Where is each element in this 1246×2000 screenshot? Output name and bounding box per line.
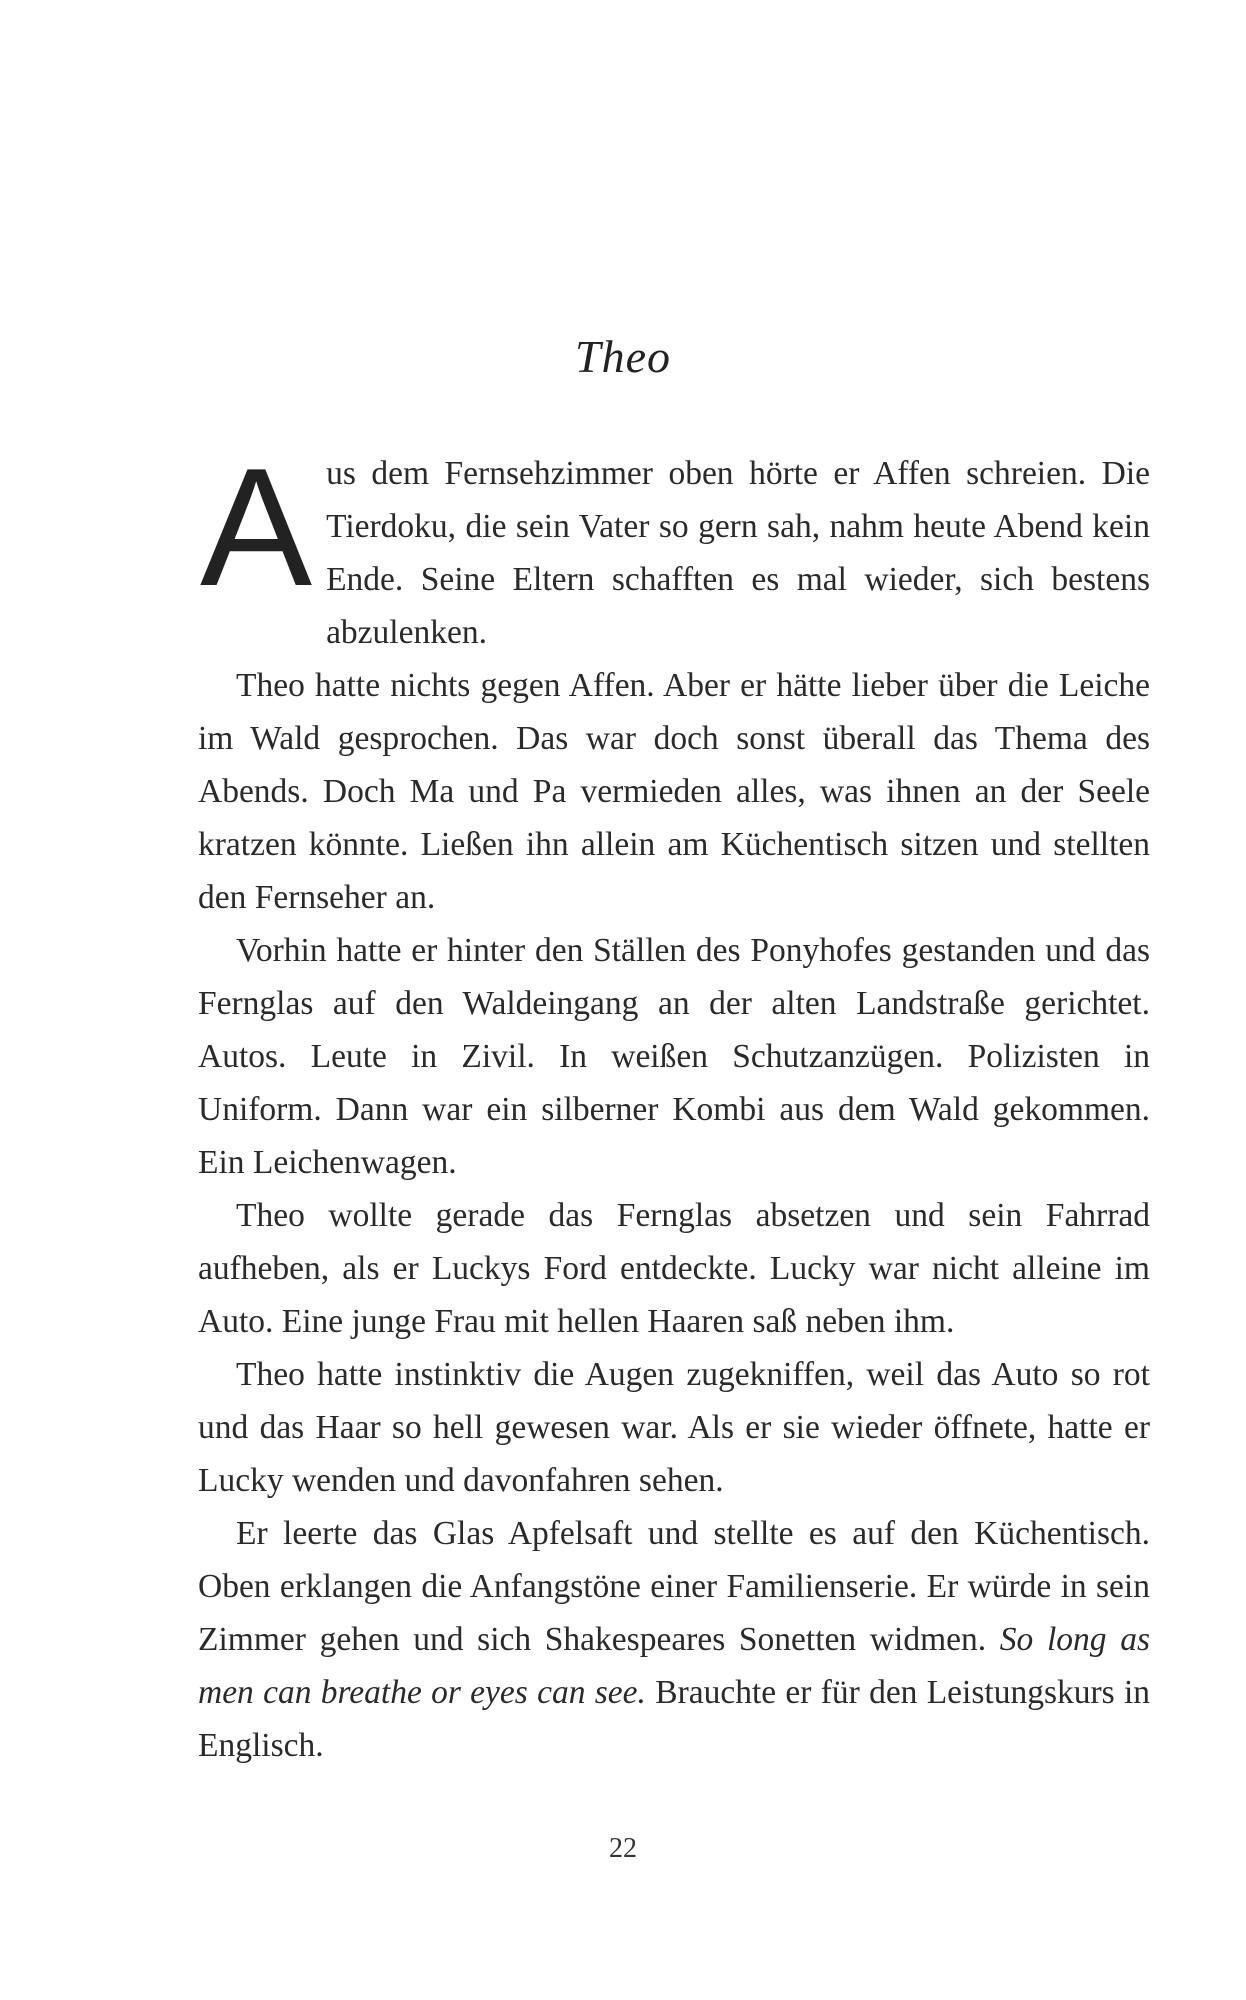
body-text (198, 433, 1151, 1772)
drop-cap: A (200, 433, 313, 621)
paragraph-1 (198, 433, 1150, 659)
chapter-title: Theo (575, 331, 671, 382)
shakespeare-quote: So long as men can breathe or eyes can see. (198, 1621, 1150, 1711)
paragraph-6 (198, 1507, 1150, 1772)
paragraph-2: Theo hatte nichts gegen Affen. Aber er hätte lieber über die Leiche im Wald gesprochen. Das war doch sonst überall das Thema des Abends. Doch Ma und Pa vermieden alles, was ihnen an der Seele kratzen könnte. Ließen ihn allein am Küchentisch sitzen und stellten den Fernseher an. (198, 667, 1150, 916)
paragraph-1-text: us dem Fernsehzimmer oben hörte er Affen schreien. Die Tierdoku, die sein Vater so gern sah, nahm heute Abend kein Ende. Seine Eltern schafften es mal wieder, sich bestens abzulenken. (326, 455, 1150, 651)
page-number: 22 (609, 1833, 637, 1864)
paragraph-4: Theo wollte gerade das Fernglas absetzen und sein Fahrrad aufheben, als er Luckys Ford entdeckte. Lucky war nicht alleine im Auto. Eine junge Frau mit hellen Haaren saß neben ihm. (198, 1197, 1150, 1340)
paragraph-6-end: Brauchte er für den Leistungskurs in Englisch. (198, 1674, 1151, 1764)
paragraph-6-start: Er leerte das Glas Apfelsaft und stellte es auf den Küchentisch. Oben erklangen die Anfangstöne einer Familienserie. Er würde in sein Zimmer gehen und sich Shakespeares Sonetten widmen. (198, 1515, 1150, 1658)
paragraph-5: Theo hatte instinktiv die Augen zugekniffen, weil das Auto so rot und das Haar so hell gewesen war. Als er sie wieder öffnete, hatte er Lucky wenden und davonfahren sehen. (198, 1356, 1150, 1499)
paragraph-3: Vorhin hatte er hinter den Ställen des Ponyhofes gestanden und das Fernglas auf den Waldeingang an der alten Landstraße gerichtet. Autos. Leute in Zivil. In weißen Schutzanzügen. Polizisten in Uniform. Dann war ein silberner Kombi aus dem Wald gekommen. Ein Leichenwagen. (198, 932, 1150, 1181)
